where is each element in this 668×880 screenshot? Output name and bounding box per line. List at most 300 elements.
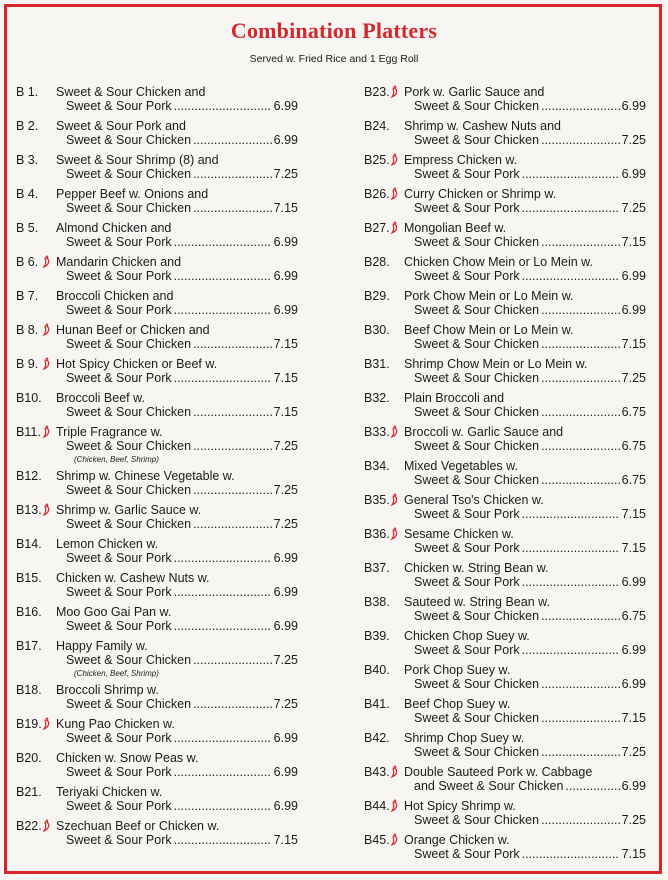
item-name: Orange Chicken w. (404, 833, 510, 847)
item-pairing-line (414, 847, 646, 861)
menu-column-left (16, 83, 298, 851)
item-pairing: Sweet & Sour Chicken (414, 609, 540, 623)
menu-item (364, 491, 646, 525)
item-code: B29. (364, 289, 390, 303)
item-code: B27. (364, 221, 390, 235)
item-name: Chicken w. Snow Peas w. (56, 751, 199, 765)
item-code: B37. (364, 561, 390, 575)
item-pairing: Sweet & Sour Chicken (66, 133, 192, 147)
item-name: Triple Fragrance w. (56, 425, 163, 439)
menu-item (364, 287, 646, 321)
chili-pepper-icon (42, 357, 51, 374)
chili-pepper-icon (390, 799, 399, 816)
menu-item (16, 83, 298, 117)
item-name: Pork Chop Suey w. (404, 663, 511, 677)
menu-item (16, 219, 298, 253)
menu-item (16, 681, 298, 715)
item-price: 7.25 (621, 133, 646, 147)
dot-leader (541, 235, 620, 249)
dot-leader (193, 337, 272, 351)
item-price: 7.15 (273, 201, 298, 215)
chili-pepper-icon (42, 503, 51, 520)
item-code: B44. (364, 799, 390, 813)
item-pairing: Sweet & Sour Pork (414, 847, 520, 861)
item-pairing: Sweet & Sour Chicken (66, 201, 192, 215)
dot-leader (174, 303, 272, 317)
item-name: Double Sauteed Pork w. Cabbage (404, 765, 593, 779)
dot-leader (193, 483, 272, 497)
item-name: Szechuan Beef or Chicken w. (56, 819, 220, 833)
item-name: General Tso's Chicken w. (404, 493, 544, 507)
item-price: 7.15 (273, 405, 298, 419)
item-pairing-line (66, 731, 298, 745)
item-pairing: Sweet & Sour Pork (414, 167, 520, 181)
item-pairing-line (414, 269, 646, 283)
item-price: 7.25 (273, 439, 298, 453)
item-pairing-line (66, 765, 298, 779)
chili-pepper-icon (42, 717, 51, 734)
dot-leader (193, 697, 272, 711)
item-name: Moo Goo Gai Pan w. (56, 605, 172, 619)
dot-leader (174, 619, 272, 633)
item-price: 6.75 (621, 473, 646, 487)
item-code: B 8. (16, 323, 39, 337)
item-price: 6.99 (621, 779, 646, 793)
item-pairing: Sweet & Sour Pork (66, 731, 172, 745)
item-pairing-line (66, 133, 298, 147)
item-pairing: Sweet & Sour Chicken (414, 371, 540, 385)
chili-pepper-icon (42, 255, 51, 272)
item-pairing: and Sweet & Sour Chicken (414, 779, 564, 793)
chili-pepper-icon (390, 85, 399, 102)
item-name: Lemon Chicken w. (56, 537, 159, 551)
item-code: B31. (364, 357, 390, 371)
menu-item (364, 797, 646, 831)
item-name: Chicken w. Cashew Nuts w. (56, 571, 210, 585)
item-code: B 7. (16, 289, 39, 303)
menu-item (364, 117, 646, 151)
item-name: Shrimp Chop Suey w. (404, 731, 525, 745)
dot-leader (541, 473, 620, 487)
dot-leader (193, 517, 272, 531)
menu-item (364, 525, 646, 559)
item-price: 7.15 (621, 337, 646, 351)
menu-item (16, 603, 298, 637)
menu-item (16, 569, 298, 603)
item-name: Sauteed w. String Bean w. (404, 595, 550, 609)
item-note: (Chicken, Beef, Shrimp) (74, 455, 159, 464)
item-pairing-line (414, 337, 646, 351)
item-name: Broccoli Chicken and (56, 289, 174, 303)
dot-leader (541, 439, 620, 453)
item-code: B43. (364, 765, 390, 779)
item-code: B23. (364, 85, 390, 99)
item-name: Pepper Beef w. Onions and (56, 187, 209, 201)
item-price: 6.99 (273, 585, 298, 599)
item-pairing-line (414, 473, 646, 487)
item-price: 6.99 (273, 731, 298, 745)
item-name: Shrimp w. Chinese Vegetable w. (56, 469, 235, 483)
item-name: Kung Pao Chicken w. (56, 717, 175, 731)
menu-item (364, 729, 646, 763)
item-pairing-line (66, 439, 298, 453)
dot-leader (174, 235, 272, 249)
item-code: B17. (16, 639, 42, 653)
menu-item (364, 355, 646, 389)
chili-pepper-icon (42, 819, 51, 836)
item-pairing: Sweet & Sour Chicken (414, 473, 540, 487)
item-name: Chicken Chow Mein or Lo Mein w. (404, 255, 593, 269)
item-pairing-line (414, 711, 646, 725)
item-code: B41. (364, 697, 390, 711)
item-code: B 2. (16, 119, 39, 133)
item-name: Hot Spicy Shrimp w. (404, 799, 516, 813)
menu-item (16, 151, 298, 185)
menu-item (364, 253, 646, 287)
item-price: 7.25 (621, 745, 646, 759)
menu-item (16, 467, 298, 501)
item-code: B28. (364, 255, 390, 269)
dot-leader (193, 653, 272, 667)
dot-leader (522, 541, 620, 555)
item-name: Mixed Vegetables w. (404, 459, 518, 473)
menu-item (364, 151, 646, 185)
dot-leader (541, 745, 620, 759)
item-pairing: Sweet & Sour Chicken (66, 439, 192, 453)
menu-item (16, 535, 298, 569)
menu-item (16, 117, 298, 151)
item-code: B 5. (16, 221, 39, 235)
item-name: Pork w. Garlic Sauce and (404, 85, 545, 99)
item-pairing-line (66, 235, 298, 249)
item-price: 7.25 (621, 813, 646, 827)
item-price: 6.99 (621, 167, 646, 181)
menu-item (16, 715, 298, 749)
menu-item (16, 321, 298, 355)
item-pairing: Sweet & Sour Pork (414, 541, 520, 555)
menu-item (16, 389, 298, 423)
item-code: B36. (364, 527, 390, 541)
dot-leader (522, 643, 620, 657)
chili-pepper-icon (390, 153, 399, 170)
item-pairing-line (414, 813, 646, 827)
item-pairing-line (414, 371, 646, 385)
item-pairing-line (66, 517, 298, 531)
item-price: 7.15 (621, 507, 646, 521)
item-price: 7.15 (273, 337, 298, 351)
page-title: Combination Platters (230, 18, 438, 43)
item-pairing: Sweet & Sour Pork (66, 303, 172, 317)
dot-leader (541, 405, 620, 419)
item-pairing-line (66, 799, 298, 813)
item-code: B19. (16, 717, 42, 731)
menu-item (364, 83, 646, 117)
item-pairing: Sweet & Sour Chicken (66, 483, 192, 497)
item-price: 6.99 (621, 643, 646, 657)
item-price: 6.99 (273, 235, 298, 249)
item-pairing-line (66, 833, 298, 847)
item-pairing-line (414, 575, 646, 589)
item-pairing: Sweet & Sour Chicken (66, 337, 192, 351)
item-name: Sweet & Sour Chicken and (56, 85, 206, 99)
item-code: B24. (364, 119, 390, 133)
item-name: Chicken w. String Bean w. (404, 561, 549, 575)
item-price: 6.99 (273, 269, 298, 283)
menu-item (364, 593, 646, 627)
item-pairing-line (66, 371, 298, 385)
dot-leader (174, 99, 272, 113)
item-name: Hot Spicy Chicken or Beef w. (56, 357, 218, 371)
menu-item (364, 559, 646, 593)
page-subtitle: Served w. Fried Rice and 1 Egg Roll (249, 53, 419, 65)
item-code: B 3. (16, 153, 39, 167)
item-code: B26. (364, 187, 390, 201)
menu-item (364, 661, 646, 695)
menu-item (364, 185, 646, 219)
item-price: 7.25 (273, 483, 298, 497)
item-pairing: Sweet & Sour Pork (66, 551, 172, 565)
item-code: B14. (16, 537, 42, 551)
menu-item (16, 253, 298, 287)
item-name: Sweet & Sour Pork and (56, 119, 186, 133)
item-name: Mongolian Beef w. (404, 221, 507, 235)
item-code: B40. (364, 663, 390, 677)
menu-item (364, 219, 646, 253)
item-pairing-line (66, 483, 298, 497)
dot-leader (174, 799, 272, 813)
dot-leader (522, 847, 620, 861)
item-price: 6.99 (621, 99, 646, 113)
menu-item (364, 457, 646, 491)
dot-leader (522, 507, 620, 521)
item-pairing-line (66, 201, 298, 215)
item-pairing: Sweet & Sour Pork (414, 269, 520, 283)
item-pairing-line (414, 99, 646, 113)
item-pairing-line (414, 609, 646, 623)
item-price: 7.25 (273, 517, 298, 531)
dot-leader (174, 551, 272, 565)
item-code: B 9. (16, 357, 39, 371)
item-code: B25. (364, 153, 390, 167)
item-pairing-line (66, 269, 298, 283)
menu-item (364, 695, 646, 729)
dot-leader (541, 133, 620, 147)
dot-leader (541, 303, 620, 317)
item-pairing: Sweet & Sour Chicken (66, 697, 192, 711)
item-name: Plain Broccoli and (404, 391, 505, 405)
dot-leader (565, 779, 619, 793)
item-code: B11. (16, 425, 41, 439)
item-pairing-line (414, 167, 646, 181)
dot-leader (522, 269, 620, 283)
item-price: 6.99 (621, 677, 646, 691)
item-pairing: Sweet & Sour Chicken (414, 711, 540, 725)
item-pairing: Sweet & Sour Chicken (66, 167, 192, 181)
dot-leader (174, 269, 272, 283)
item-code: B18. (16, 683, 42, 697)
item-pairing: Sweet & Sour Pork (66, 799, 172, 813)
item-code: B35. (364, 493, 390, 507)
item-pairing: Sweet & Sour Chicken (414, 813, 540, 827)
item-pairing: Sweet & Sour Pork (414, 575, 520, 589)
chili-pepper-icon (390, 425, 399, 442)
item-name: Chicken Chop Suey w. (404, 629, 530, 643)
item-name: Broccoli Shrimp w. (56, 683, 159, 697)
item-name: Sweet & Sour Shrimp (8) and (56, 153, 219, 167)
item-code: B13. (16, 503, 42, 517)
item-price: 7.15 (621, 541, 646, 555)
menu-item (16, 817, 298, 851)
item-code: B30. (364, 323, 390, 337)
item-name: Happy Family w. (56, 639, 148, 653)
item-name: Almond Chicken and (56, 221, 172, 235)
dot-leader (193, 201, 272, 215)
item-pairing: Sweet & Sour Pork (66, 99, 172, 113)
item-pairing-line (66, 619, 298, 633)
item-name: Shrimp w. Garlic Sauce w. (56, 503, 202, 517)
dot-leader (522, 201, 620, 215)
dot-leader (174, 765, 272, 779)
item-name: Broccoli w. Garlic Sauce and (404, 425, 564, 439)
item-code: B 4. (16, 187, 39, 201)
item-price: 7.15 (273, 371, 298, 385)
item-price: 7.15 (621, 847, 646, 861)
item-pairing-line (414, 677, 646, 691)
item-pairing: Sweet & Sour Pork (66, 765, 172, 779)
menu-item (16, 287, 298, 321)
item-price: 7.15 (621, 235, 646, 249)
item-pairing-line (66, 99, 298, 113)
chili-pepper-icon (390, 493, 399, 510)
item-code: B42. (364, 731, 390, 745)
item-pairing-line (66, 697, 298, 711)
item-pairing: Sweet & Sour Pork (66, 235, 172, 249)
menu-item (364, 389, 646, 423)
item-code: B39. (364, 629, 390, 643)
item-name: Hunan Beef or Chicken and (56, 323, 210, 337)
item-pairing-line (66, 653, 298, 667)
dot-leader (541, 99, 620, 113)
item-pairing-line (66, 167, 298, 181)
item-name: Curry Chicken or Shrimp w. (404, 187, 557, 201)
item-code: B33. (364, 425, 390, 439)
dot-leader (541, 711, 620, 725)
item-price: 6.99 (273, 303, 298, 317)
item-price: 6.99 (621, 269, 646, 283)
item-code: B45. (364, 833, 390, 847)
item-price: 7.25 (621, 371, 646, 385)
item-name: Beef Chow Mein or Lo Mein w. (404, 323, 574, 337)
menu-item (16, 783, 298, 817)
item-pairing: Sweet & Sour Chicken (414, 235, 540, 249)
dot-leader (174, 833, 272, 847)
item-name: Beef Chop Suey w. (404, 697, 511, 711)
item-pairing: Sweet & Sour Pork (414, 507, 520, 521)
dot-leader (522, 167, 620, 181)
item-pairing: Sweet & Sour Pork (66, 371, 172, 385)
item-pairing-line (414, 133, 646, 147)
dot-leader (174, 585, 272, 599)
dot-leader (193, 167, 272, 181)
item-code: B32. (364, 391, 390, 405)
item-price: 7.15 (273, 833, 298, 847)
item-name: Mandarin Chicken and (56, 255, 182, 269)
dot-leader (522, 575, 620, 589)
item-pairing: Sweet & Sour Chicken (414, 439, 540, 453)
item-price: 7.25 (273, 653, 298, 667)
item-code: B34. (364, 459, 390, 473)
item-pairing: Sweet & Sour Pork (414, 643, 520, 657)
item-pairing-line (414, 439, 646, 453)
dot-leader (193, 439, 272, 453)
item-price: 6.99 (273, 99, 298, 113)
dot-leader (193, 133, 272, 147)
menu-item (16, 637, 298, 681)
menu-item (16, 501, 298, 535)
item-pairing: Sweet & Sour Chicken (414, 745, 540, 759)
item-pairing: Sweet & Sour Pork (66, 585, 172, 599)
item-code: B 6. (16, 255, 39, 269)
item-pairing: Sweet & Sour Pork (66, 619, 172, 633)
dot-leader (541, 371, 620, 385)
item-code: B12. (16, 469, 42, 483)
dot-leader (541, 337, 620, 351)
item-pairing: Sweet & Sour Pork (414, 201, 520, 215)
menu-item (364, 627, 646, 661)
item-pairing-line (414, 745, 646, 759)
item-pairing: Sweet & Sour Chicken (414, 303, 540, 317)
item-pairing-line (66, 337, 298, 351)
item-code: B21. (16, 785, 42, 799)
item-name: Teriyaki Chicken w. (56, 785, 163, 799)
item-pairing: Sweet & Sour Chicken (414, 133, 540, 147)
chili-pepper-icon (390, 527, 399, 544)
item-pairing: Sweet & Sour Pork (66, 269, 172, 283)
chili-pepper-icon (390, 833, 399, 850)
menu-item (16, 355, 298, 389)
item-code: B20. (16, 751, 42, 765)
item-price: 6.99 (273, 551, 298, 565)
item-name: Empress Chicken w. (404, 153, 518, 167)
item-pairing-line (66, 303, 298, 317)
dot-leader (174, 371, 272, 385)
chili-pepper-icon (390, 221, 399, 238)
item-name: Shrimp Chow Mein or Lo Mein w. (404, 357, 588, 371)
dot-leader (174, 731, 272, 745)
item-pairing-line (66, 405, 298, 419)
item-pairing-line (414, 643, 646, 657)
item-price: 7.15 (621, 711, 646, 725)
item-price: 6.99 (273, 133, 298, 147)
item-price: 6.75 (621, 609, 646, 623)
item-code: B10. (16, 391, 42, 405)
chili-pepper-icon (390, 765, 399, 782)
item-pairing-line (66, 585, 298, 599)
menu-item (16, 749, 298, 783)
menu-column-right (364, 83, 646, 865)
menu-item (364, 321, 646, 355)
item-name: Sesame Chicken w. (404, 527, 514, 541)
item-pairing-line (414, 779, 646, 793)
item-note: (Chicken, Beef, Shrimp) (74, 669, 159, 678)
menu-item (16, 423, 298, 467)
dot-leader (193, 405, 272, 419)
item-price: 7.25 (621, 201, 646, 215)
item-pairing: Sweet & Sour Chicken (66, 653, 192, 667)
item-price: 6.75 (621, 405, 646, 419)
dot-leader (541, 609, 620, 623)
item-pairing-line (414, 201, 646, 215)
